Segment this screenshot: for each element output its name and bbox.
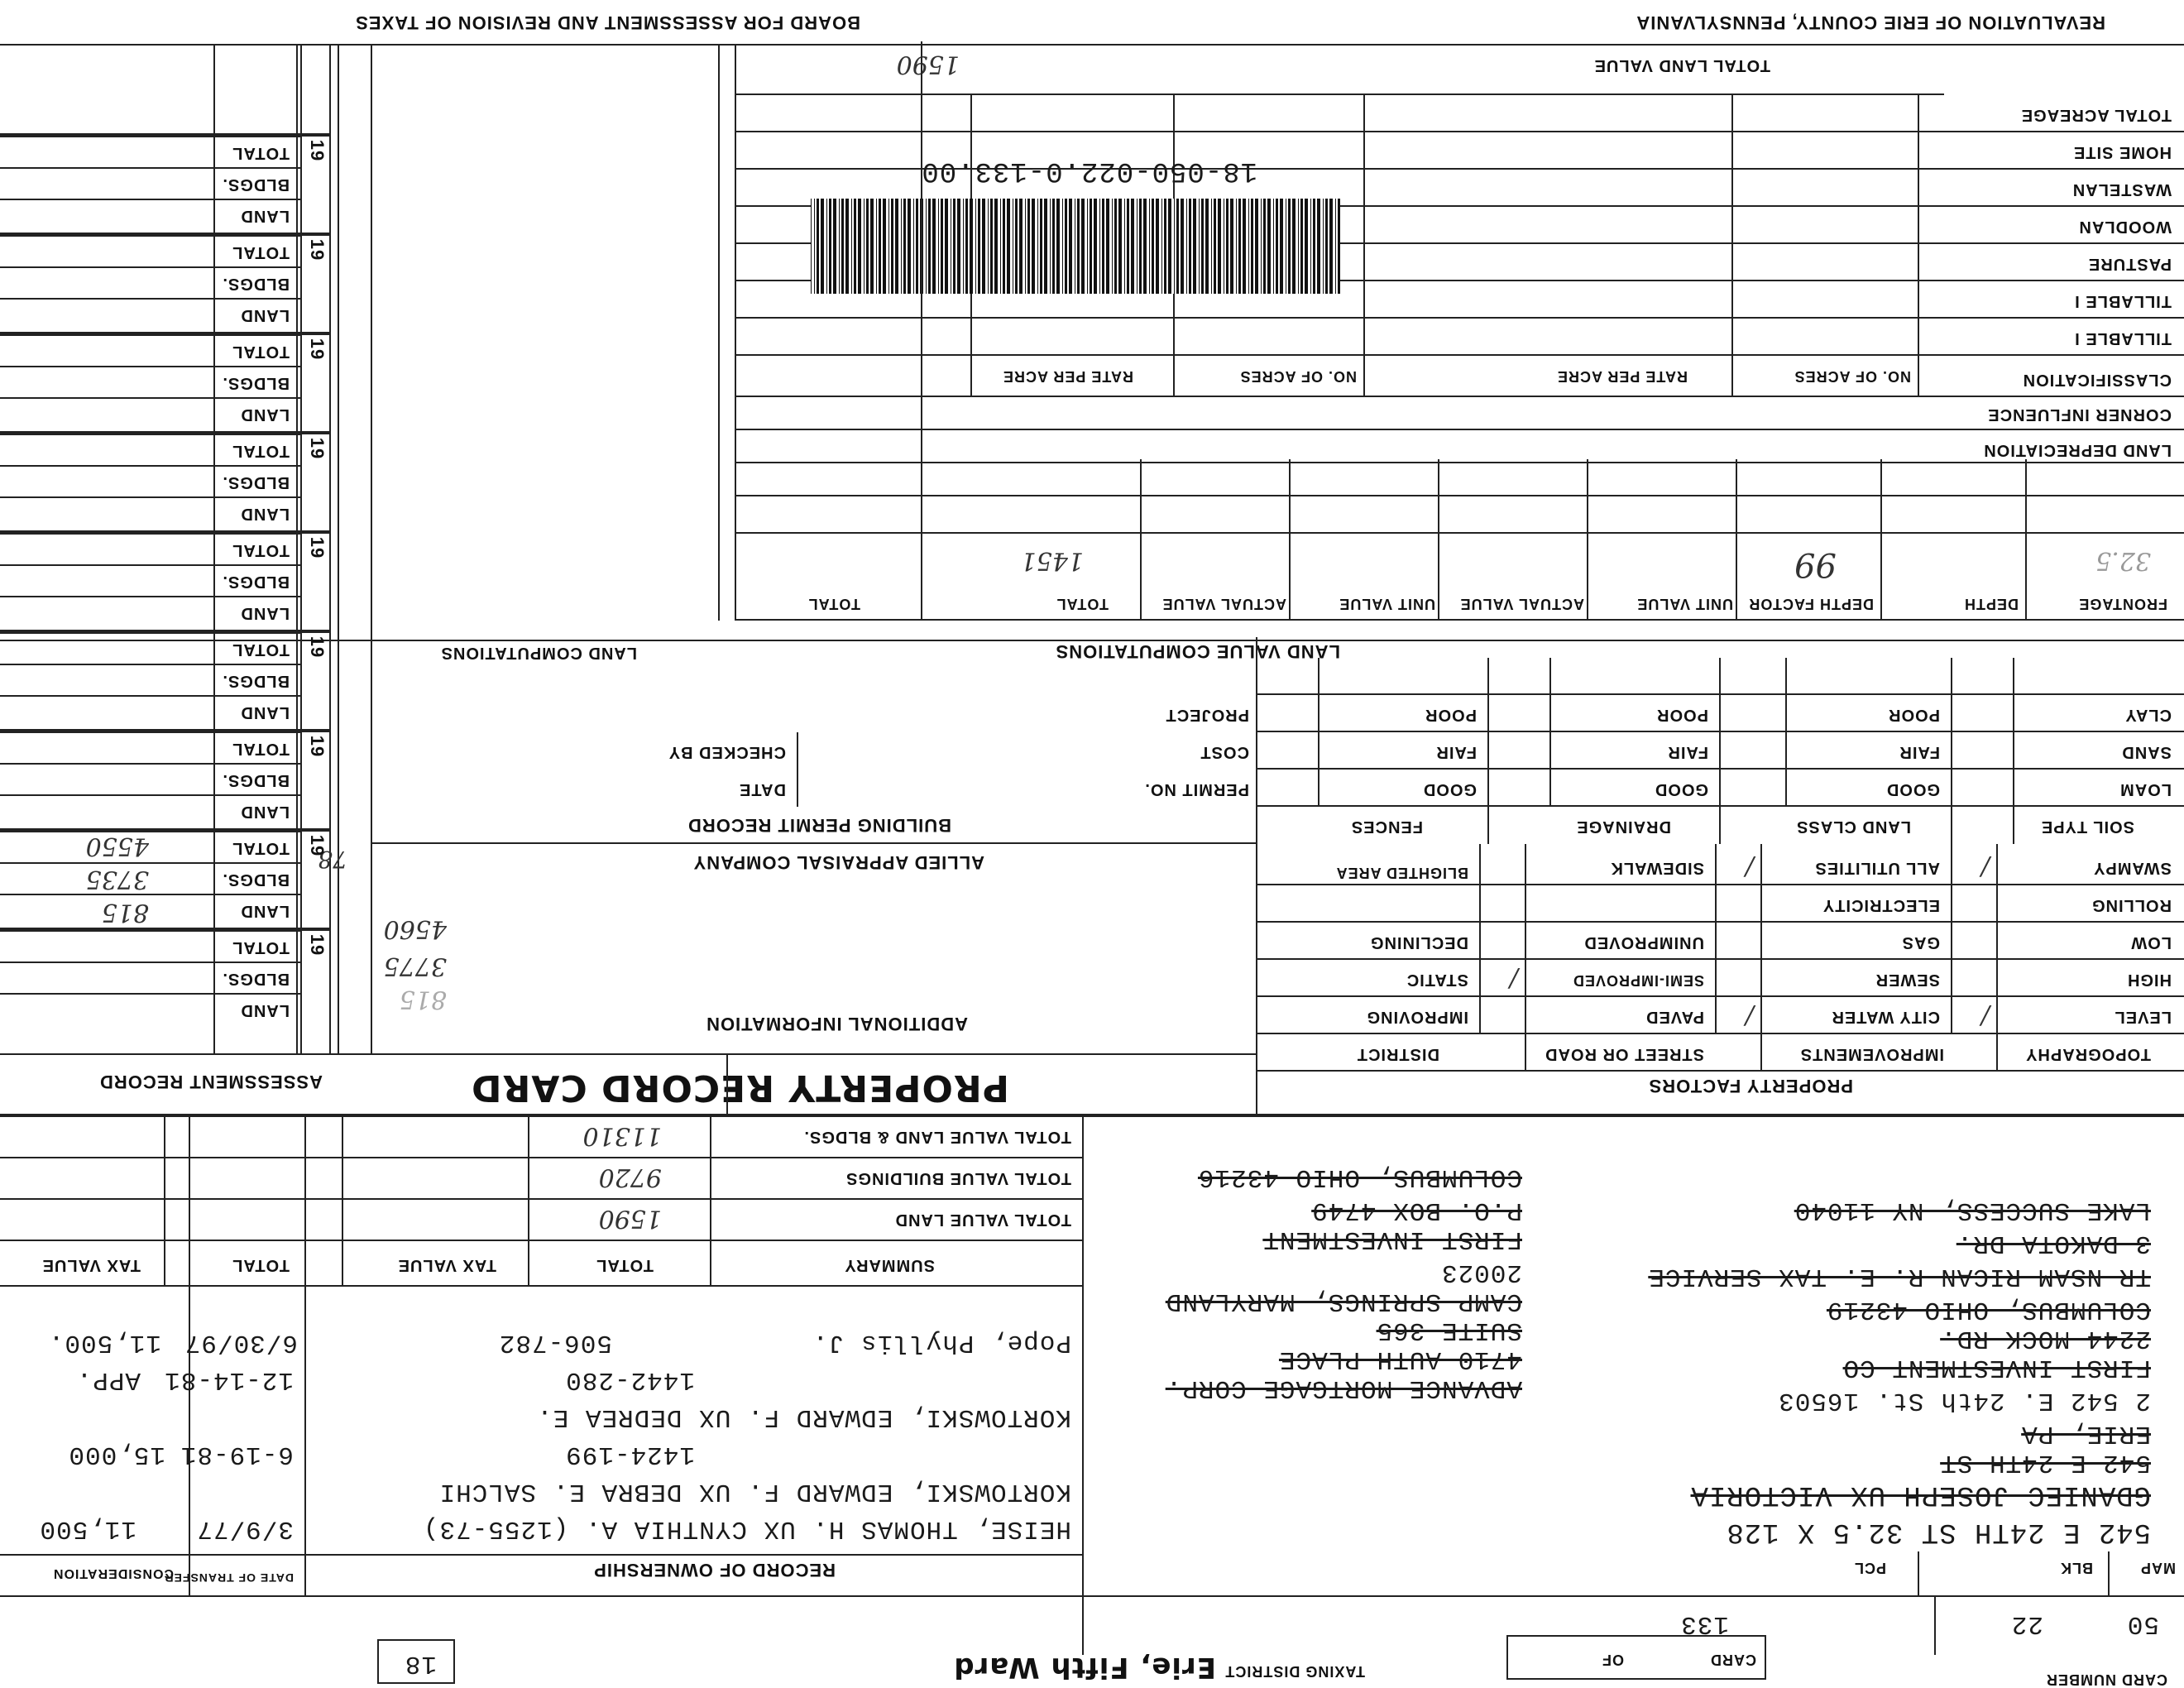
col-depth: DEPTH <box>1963 596 2019 612</box>
building-permit-title: BUILDING PERMIT RECORD <box>687 815 951 836</box>
assessment-row-label: TOTAL <box>232 243 290 261</box>
imp-all-utilities: ALL UTILITIES <box>1814 859 1940 877</box>
assessment-row-label: TOTAL <box>232 541 290 559</box>
improvements-header: IMPROVEMENTS <box>1799 1045 1944 1063</box>
pcl-label: PCL <box>1854 1560 1886 1576</box>
drain-poor: POOR <box>1656 706 1708 724</box>
ownership-title: RECORD OF OWNERSHIP <box>593 1560 836 1580</box>
owner-row-2: KORTOWSKI, EDWARD F. UX DEBRA E. SALCHI <box>438 1477 1071 1506</box>
address-line-3: ERIE, PA <box>2021 1419 2151 1448</box>
permit-no-label: PERMIT NO. <box>1144 780 1249 798</box>
col-rate-1: RATE PER ACRE <box>1556 368 1688 385</box>
district-blighted: BLIGHTED AREA <box>1335 865 1468 881</box>
check-static: / <box>1509 964 1518 993</box>
note-1: 4560 <box>383 914 447 943</box>
land-depreciation-label: LAND DEPRECIATION <box>1983 441 2172 459</box>
map-value: 50 <box>2126 1609 2159 1638</box>
fence-fair: FAIR <box>1435 743 1477 761</box>
soil-sand: SAND <box>2121 743 2172 761</box>
assessment-row-label: LAND <box>240 604 290 622</box>
assessment-row-label: BLDGS. <box>222 275 290 293</box>
owner-date-3: 6-19-81 <box>180 1440 294 1469</box>
summary-row-land: TOTAL VALUE LAND <box>894 1211 1071 1229</box>
assessment-row-label: BLDGS. <box>222 175 290 194</box>
imp-gas: GAS <box>1901 933 1940 952</box>
of-label: OF <box>1602 1652 1624 1668</box>
address-line-9: 3 DAKOTA DR. <box>1956 1229 2151 1258</box>
street-unimproved: UNIMPROVED <box>1583 933 1704 952</box>
owner-date-1: 3/9/77 <box>196 1514 294 1543</box>
corner-influence-label: CORNER INFLUENCE <box>1987 405 2172 424</box>
blk-value: 22 <box>2010 1609 2043 1638</box>
district-name: Erie, Fifth Ward <box>953 1651 1216 1684</box>
imp-city-water: CITY WATER <box>1831 1008 1940 1026</box>
assessment-year-prefix: 19 <box>306 338 328 361</box>
summary-title: SUMMARY <box>844 1256 935 1274</box>
address-line-7: COLUMBUS, OHIO 43219 <box>1826 1295 2151 1324</box>
total-land-value-label: TOTAL LAND VALUE <box>1593 56 1770 74</box>
street-paved: PAVED <box>1645 1008 1704 1026</box>
owner-date-5: 12-14-81 <box>164 1365 294 1394</box>
header-title-right: BOARD FOR ASSESSMENT AND REVISION OF TAXES <box>355 12 860 33</box>
property-factors-title: PROPERTY FACTORS <box>1648 1076 1853 1096</box>
col-rate-2: RATE PER ACRE <box>1002 368 1133 385</box>
address-line-4: 2 542 E. 24th St. 16503 <box>1778 1386 2151 1415</box>
address-line-0: 542 E 24TH ST 32.5 X 128 <box>1726 1516 2151 1547</box>
assessment-row-label: TOTAL <box>232 740 290 758</box>
map-label: MAP <box>2140 1560 2176 1576</box>
assessment-row-label: TOTAL <box>232 343 290 361</box>
permit-date-label: DATE <box>739 780 786 798</box>
note-2: 3775 <box>383 952 447 981</box>
assessment-row-label: BLDGS. <box>222 970 290 988</box>
assessment-row-label: BLDGS. <box>222 870 290 889</box>
assessment-row-label: TOTAL <box>232 640 290 659</box>
fences-header: FENCES <box>1350 818 1423 836</box>
class-fair: FAIR <box>1899 743 1940 761</box>
district-header: DISTRICT <box>1356 1045 1439 1063</box>
assessment-year-prefix: 19 <box>306 238 328 261</box>
class-good: GOOD <box>1885 780 1940 798</box>
topo-rolling: ROLLING <box>2091 896 2172 914</box>
parcel-code: 18-050-022.0-133.00 <box>921 155 1257 186</box>
topo-swampy: SWAMPY <box>2093 859 2172 877</box>
depth-factor-value: 99 <box>1794 545 1837 583</box>
check-paved: / <box>1745 1001 1754 1030</box>
topo-level: LEVEL <box>2114 1008 2172 1026</box>
col-unit-value-2: UNIT VALUE <box>1339 596 1435 612</box>
district-static: STATIC <box>1406 971 1468 989</box>
land-divider <box>718 46 720 621</box>
owner-amt-3: 15,000 <box>68 1440 165 1469</box>
card-of-box <box>1506 1635 1766 1680</box>
assess-year: 78 <box>318 846 347 873</box>
summary-val-total: 11310 <box>582 1121 662 1150</box>
owner-ref-6: 506-782 <box>498 1328 612 1357</box>
fence-poor: POOR <box>1425 706 1477 724</box>
soil-clay: CLAY <box>2124 706 2172 724</box>
row-pasture: PASTURE <box>2087 255 2172 273</box>
address-right-3: CAMP SPRINGS, MARYLAND <box>1165 1287 1522 1316</box>
total-acreage-label: TOTAL ACREAGE <box>2020 106 2172 124</box>
land-computations-title2: LAND COMPUTATIONS <box>440 644 637 662</box>
owner-row-1: HEISE, THOMAS H. UX CYNTHIA A. (1255-73) <box>422 1514 1071 1543</box>
address-right-5: FIRST INVESTMENT <box>1262 1225 1522 1254</box>
row-woodland: WOODLAN <box>2078 218 2172 236</box>
card-title: PROPERTY RECORD CARD <box>470 1067 1009 1109</box>
drain-good: GOOD <box>1654 780 1708 798</box>
frontage-value: 32.5 <box>2095 546 2151 575</box>
col-frontage: FRONTAGE <box>2078 596 2167 612</box>
soil-type-header: SOIL TYPE <box>2040 818 2134 836</box>
ownership-consideration-col: CONSIDERATION <box>52 1566 174 1580</box>
district-declining: DECLINING <box>1370 933 1468 952</box>
assessment-row-label: BLDGS. <box>222 771 290 789</box>
district-improving: IMPROVING <box>1366 1008 1468 1026</box>
summary-total-col-2: TOTAL <box>232 1256 290 1274</box>
assessment-row-label: LAND <box>240 1001 290 1019</box>
parcel-barcode <box>811 199 1340 294</box>
assessment-row-label: BLDGS. <box>222 473 290 492</box>
address-line-1: GDANIEC JOSEPH UX VICTORIA <box>1690 1479 2151 1510</box>
summary-row-bldgs: TOTAL VALUE BUILDINGS <box>845 1169 1071 1187</box>
address-right-4: 20023 <box>1440 1258 1522 1287</box>
owner-row-6: Pope, Phyllis J. <box>812 1328 1071 1357</box>
assessment-row-label: LAND <box>240 803 290 821</box>
assessment-row-label: LAND <box>240 306 290 324</box>
col-actual-value-2: ACTUAL VALUE <box>1161 596 1286 612</box>
owner-amt-6: 11,500. <box>47 1328 161 1357</box>
allied-company: ALLIED APPRAISAL COMPANY <box>692 852 984 873</box>
assessment-row-label: BLDGS. <box>222 573 290 591</box>
imp-electricity: ELECTRICITY <box>1822 896 1940 914</box>
address-line-5: FIRST INVESTMENT CO <box>1842 1353 2151 1382</box>
summary-tax-col: TAX VALUE <box>397 1256 496 1274</box>
check-sidewalk: / <box>1745 852 1754 881</box>
summary-val-land: 1590 <box>598 1204 662 1233</box>
drain-fair: FAIR <box>1667 743 1708 761</box>
permit-project-label: PROJECT <box>1165 706 1249 724</box>
address-right-2: SUITE 365 <box>1376 1316 1522 1345</box>
topo-high: HIGH <box>2127 971 2172 989</box>
summary-tax-col-2: TAX VALUE <box>41 1256 141 1274</box>
land-class-header: LAND CLASS <box>1796 818 1911 836</box>
assessment-row-label: TOTAL <box>232 938 290 957</box>
note-3: 815 <box>399 985 447 1014</box>
owner-row-5: 1442-280 <box>565 1365 695 1394</box>
assessment-row-label: TOTAL <box>232 839 290 857</box>
street-sidewalk: SIDEWALK <box>1610 859 1704 877</box>
assessment-row-label: LAND <box>240 505 290 523</box>
owner-amt-1: 11,500 <box>39 1514 136 1543</box>
row-home-site: HOME SITE <box>2072 143 2172 161</box>
assessment-row-label: TOTAL <box>232 144 290 162</box>
ownership-date-col: DATE OF TRANSFER <box>164 1571 294 1585</box>
imp-sewer: SEWER <box>1875 971 1940 989</box>
owner-date-6: 6/30/97 <box>184 1328 298 1357</box>
address-line-2: 542 E 24TH ST <box>1940 1448 2151 1477</box>
assessment-year-prefix: 19 <box>306 139 328 162</box>
assessment-row-label: LAND <box>240 703 290 722</box>
assessment-title: ASSESSMENT RECORD <box>98 1072 323 1092</box>
address-right-1: 4710 AUTH PLACE <box>1278 1345 1522 1374</box>
assessment-year-prefix: 19 <box>306 834 328 857</box>
address-line-6: 2244 MOCK RD. <box>1940 1324 2151 1353</box>
card-label: CARD <box>1710 1652 1756 1668</box>
middle-rule <box>0 1114 2184 1117</box>
address-line-8: TR-NSAM RICAN R. E. TAX SERVICE <box>1648 1262 2151 1291</box>
assess-total: 4550 <box>85 832 149 861</box>
drainage-header: DRAINAGE <box>1576 818 1671 836</box>
pcl-value: 133 <box>1680 1609 1729 1638</box>
fence-good: GOOD <box>1422 780 1477 798</box>
district-code: 18 <box>404 1649 437 1678</box>
soil-loam: LOAM <box>2119 780 2172 798</box>
class-poor: POOR <box>1888 706 1940 724</box>
assess-land: 815 <box>101 898 149 927</box>
summary-row-total: TOTAL VALUE LAND & BLDGS. <box>803 1128 1071 1146</box>
classification-label: CLASSIFICATION <box>2022 371 2172 389</box>
row-tillable-2: TILLABLE I <box>2074 329 2172 348</box>
address-right-7: COLUMBUS, OHIO 43216 <box>1197 1163 1522 1192</box>
land-computations-title: LAND VALUE COMPUTATIONS <box>1055 641 1340 662</box>
owner-row-4: KORTOWSKI, EDWARD F. UX DEDREA E. <box>536 1403 1071 1431</box>
assessment-row-label: TOTAL <box>232 442 290 460</box>
col-depth-factor: DEPTH FACTOR <box>1748 596 1874 612</box>
assessment-row-label: LAND <box>240 405 290 424</box>
col-no-acres-2: NO. OF ACRES <box>1239 368 1357 385</box>
col-unit-value: UNIT VALUE <box>1636 596 1733 612</box>
blk-label: BLK <box>2060 1560 2093 1576</box>
permit-checked-label: CHECKED BY <box>668 743 786 761</box>
taxing-district-label: TAXING DISTRICT <box>1224 1663 1365 1680</box>
check-level: / <box>1980 1001 1990 1030</box>
summary-total-col: TOTAL <box>596 1256 654 1274</box>
assessment-year-prefix: 19 <box>306 735 328 758</box>
check-all-util: / <box>1980 852 1990 881</box>
assessment-row-label: BLDGS. <box>222 374 290 392</box>
assessment-row-label: LAND <box>240 902 290 920</box>
col-total-1: TOTAL <box>1056 596 1109 612</box>
permit-cost-label: COST <box>1200 743 1249 761</box>
district-code-box <box>377 1639 455 1684</box>
assessment-year-prefix: 19 <box>306 933 328 957</box>
header-title-left: REVALUATION OF ERIE COUNTY, PENNSYLVANIA <box>1636 12 2105 33</box>
assessment-row-label: BLDGS. <box>222 672 290 690</box>
col-no-acres-1: NO. OF ACRES <box>1794 368 1911 385</box>
top-rule <box>0 44 2184 46</box>
col-total-2: TOTAL <box>807 596 860 612</box>
topography-header: TOPOGRAPHY <box>2025 1045 2151 1063</box>
address-right-6: P.O. BOX 4749 <box>1311 1196 1522 1225</box>
topo-low: LOW <box>2130 933 2172 952</box>
additional-title: ADDITIONAL INFORMATION <box>706 1014 968 1034</box>
assessment-year-prefix: 19 <box>306 437 328 460</box>
owner-row-3: 1424-199 <box>565 1440 695 1469</box>
assessment-year-prefix: 19 <box>306 635 328 659</box>
card-number-label: CARD NUMBER <box>2046 1671 2167 1688</box>
assessment-year-prefix: 19 <box>306 536 328 559</box>
row-tillable-1: TILLABLE I <box>2074 292 2172 310</box>
total-land-value: 1590 <box>896 50 960 79</box>
summary-val-bldgs: 9720 <box>598 1163 662 1192</box>
total-value: 1451 <box>1020 546 1084 575</box>
col-actual-value: ACTUAL VALUE <box>1459 596 1584 612</box>
assess-bldgs: 3735 <box>85 865 149 894</box>
assessment-row-label: LAND <box>240 207 290 225</box>
address-right-0: ADVANCE MORTGAGE CORP. <box>1165 1374 1522 1403</box>
street-semi: SEMI-IMPROVED <box>1572 972 1704 989</box>
owner-amt-5: APP. <box>75 1365 141 1394</box>
street-header: STREET OR ROAD <box>1545 1045 1704 1063</box>
address-line-10: LAKE SUCCESS, NY 11040 <box>1794 1196 2151 1225</box>
row-wasteland: WASTELAN <box>2071 180 2172 199</box>
